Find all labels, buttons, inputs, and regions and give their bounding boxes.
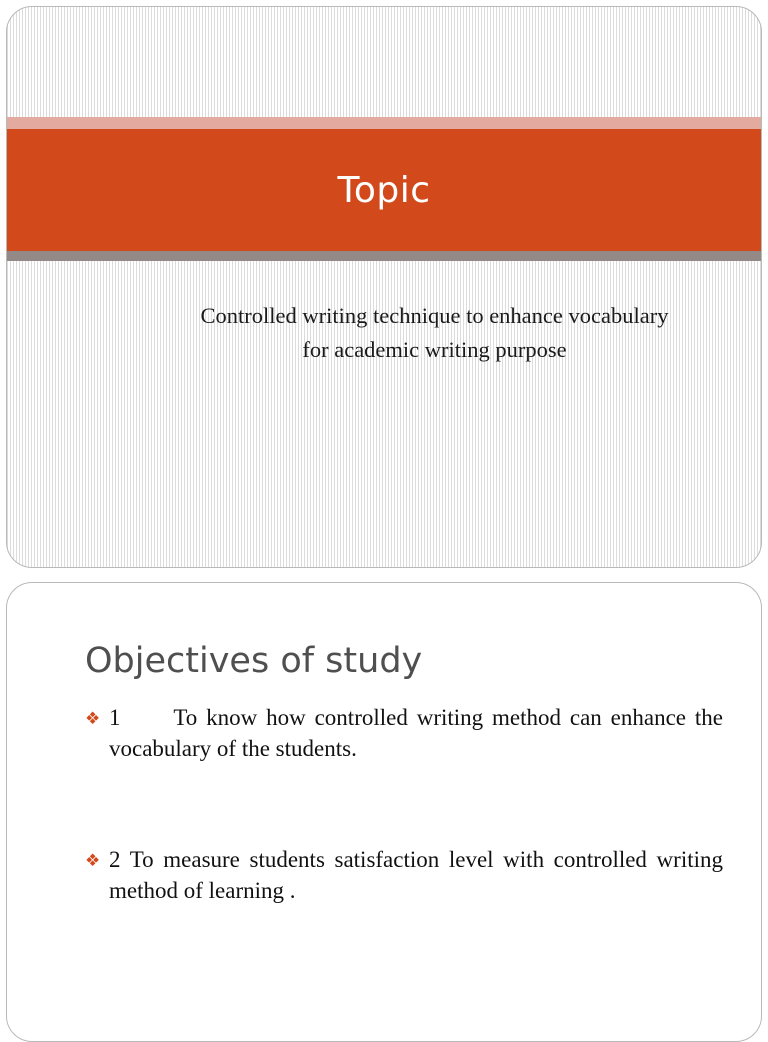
title-band <box>7 129 761 251</box>
subtitle-line-2: for academic writing purpose <box>302 337 567 362</box>
subtitle-line-1: Controlled writing technique to enhance vocabulary <box>200 303 669 328</box>
slide-objectives <box>6 582 762 1042</box>
slide-topic <box>6 6 762 568</box>
title-band-bottom-stripe <box>7 251 761 261</box>
diamond-bullet-icon: ❖ <box>85 851 101 870</box>
objectives-heading: Objectives of study <box>85 641 423 681</box>
slide-title: Topic <box>337 169 431 211</box>
title-band-top-stripe <box>7 117 761 129</box>
diamond-bullet-icon: ❖ <box>85 709 101 728</box>
objective-item <box>85 702 729 764</box>
objective-text: 2 To measure students satisfaction level with controlled writing method of learning . <box>109 847 723 903</box>
slide-subtitle <box>137 299 732 367</box>
objective-item <box>85 844 723 906</box>
objective-text: 1 To know how controlled writing method can enhance the vocabulary of the students. <box>109 705 729 761</box>
